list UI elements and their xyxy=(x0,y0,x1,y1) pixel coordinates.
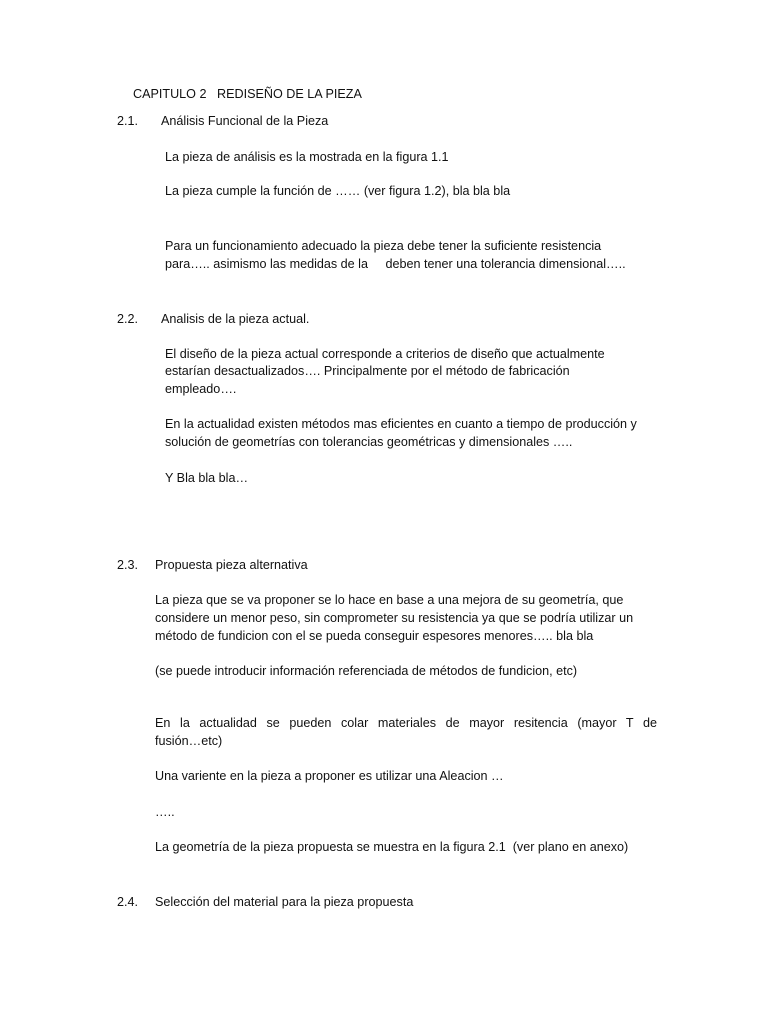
paragraph-line: Y Bla bla bla… xyxy=(165,471,249,485)
paragraph-line: empleado…. xyxy=(165,382,237,396)
paragraph-line: Para un funcionamiento adecuado la pieza debe tener la suficiente resistencia xyxy=(165,239,602,253)
paragraph-line: fusión…etc) xyxy=(155,734,223,748)
paragraph-line: para….. asimismo las medidas de la deben tener una tolerancia dimensional….. xyxy=(165,257,626,271)
section-title: Propuesta pieza alternativa xyxy=(155,558,308,572)
paragraph-line: (se puede introducir información referenciada de métodos de fundicion, etc) xyxy=(155,664,578,678)
paragraph-line: En la actualidad existen métodos mas eficientes en cuanto a tiempo de producción y xyxy=(165,417,637,431)
section-title: Análisis Funcional de la Pieza xyxy=(161,114,329,128)
paragraph-line: El diseño de la pieza actual corresponde a criterios de diseño que actualmente xyxy=(165,347,605,361)
section-number: 2.3. xyxy=(117,558,139,572)
section-number: 2.2. xyxy=(117,312,139,326)
paragraph-line: solución de geometrías con tolerancias geométricas y dimensionales ….. xyxy=(165,435,573,449)
paragraph-line: considere un menor peso, sin comprometer su resistencia ya que se podría utilizar un xyxy=(155,611,634,625)
section-number: 2.1. xyxy=(117,114,139,128)
paragraph-line: estarían desactualizados…. Principalmente por el método de fabricación xyxy=(165,364,570,378)
paragraph-line: La pieza cumple la función de …… (ver figura 1.2), bla bla bla xyxy=(165,184,511,198)
paragraph-line: La pieza que se va proponer se lo hace en base a una mejora de su geometría, que xyxy=(155,593,624,607)
section-title: Selección del material para la pieza propuesta xyxy=(155,895,414,909)
paragraph-line: La pieza de análisis es la mostrada en la figura 1.1 xyxy=(165,150,449,164)
section-title: Analisis de la pieza actual. xyxy=(161,312,310,326)
paragraph-line: ….. xyxy=(155,805,175,819)
paragraph-line: Una variente en la pieza a proponer es utilizar una Aleacion … xyxy=(155,769,504,783)
section-number: 2.4. xyxy=(117,895,139,909)
paragraph-line: método de fundicion con el se pueda conseguir espesores menores….. bla bla xyxy=(155,629,594,643)
paragraph-line: La geometría de la pieza propuesta se muestra en la figura 2.1 (ver plano en anexo) xyxy=(155,840,629,854)
chapter-title: CAPITULO 2 REDISEÑO DE LA PIEZA xyxy=(133,87,362,101)
paragraph-line-justified: En la actualidad se pueden colar materiales de mayor resitencia (mayor T de xyxy=(155,716,657,730)
